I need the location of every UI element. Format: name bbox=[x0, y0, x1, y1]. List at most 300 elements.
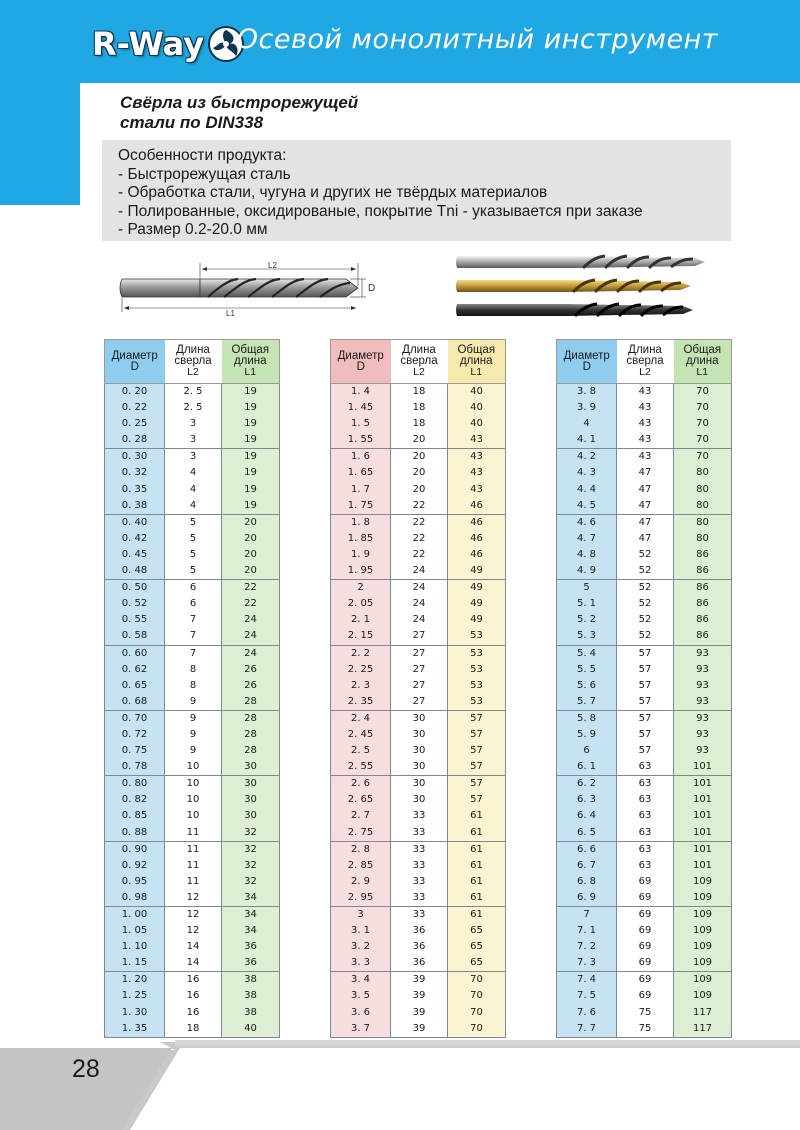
feature-item: - Полированные, оксидированые, покрытие Tni - указывается при заказе bbox=[118, 202, 643, 220]
table-row bbox=[557, 792, 732, 808]
cell-diameter: 3. 9 bbox=[557, 400, 617, 416]
table-row bbox=[331, 776, 506, 793]
logo-text: R-Way bbox=[92, 25, 205, 63]
cell-drill-length: 57 bbox=[617, 662, 674, 678]
cell-total-length: 36 bbox=[222, 955, 280, 972]
table-row bbox=[331, 400, 506, 416]
features-heading: Особенности продукта: bbox=[118, 147, 287, 164]
cell-drill-length: 30 bbox=[391, 759, 448, 776]
cell-total-length: 101 bbox=[674, 792, 732, 808]
cell-drill-length: 14 bbox=[165, 955, 222, 972]
table-row bbox=[105, 939, 280, 955]
table-row bbox=[557, 416, 732, 432]
cell-drill-length: 8 bbox=[165, 678, 222, 694]
cell-drill-length: 9 bbox=[165, 710, 222, 727]
cell-diameter: 6. 3 bbox=[557, 792, 617, 808]
header-total-length: Общая длина L1 bbox=[674, 340, 732, 384]
cell-diameter: 0. 78 bbox=[105, 759, 165, 776]
cell-drill-length: 47 bbox=[617, 514, 674, 531]
cell-drill-length: 7 bbox=[165, 612, 222, 628]
cell-total-length: 19 bbox=[222, 416, 280, 432]
cell-diameter: 2. 5 bbox=[331, 743, 391, 759]
cell-drill-length: 30 bbox=[391, 710, 448, 727]
table-row bbox=[331, 432, 506, 449]
table-row bbox=[105, 759, 280, 776]
cell-total-length: 80 bbox=[674, 514, 732, 531]
table-row bbox=[105, 890, 280, 907]
cell-diameter: 1. 30 bbox=[105, 1005, 165, 1021]
cell-drill-length: 20 bbox=[391, 432, 448, 449]
cell-drill-length: 57 bbox=[617, 727, 674, 743]
diagram-label-l1: L1 bbox=[226, 309, 235, 318]
cell-total-length: 109 bbox=[674, 939, 732, 955]
cell-diameter: 0. 58 bbox=[105, 628, 165, 645]
cell-total-length: 86 bbox=[674, 596, 732, 612]
cell-drill-length: 39 bbox=[391, 988, 448, 1004]
cell-total-length: 19 bbox=[222, 432, 280, 449]
cell-drill-length: 9 bbox=[165, 727, 222, 743]
table-row bbox=[331, 759, 506, 776]
cell-drill-length: 30 bbox=[391, 743, 448, 759]
cell-diameter: 1. 6 bbox=[331, 449, 391, 466]
table-row bbox=[557, 596, 732, 612]
table-row bbox=[105, 1005, 280, 1021]
table-row bbox=[105, 547, 280, 563]
table-row bbox=[557, 858, 732, 874]
cell-diameter: 2. 05 bbox=[331, 596, 391, 612]
table-row bbox=[105, 678, 280, 694]
table-row bbox=[331, 563, 506, 580]
cell-total-length: 109 bbox=[674, 907, 732, 924]
cell-total-length: 32 bbox=[222, 825, 280, 842]
cell-diameter: 0. 20 bbox=[105, 384, 165, 401]
cell-total-length: 40 bbox=[448, 384, 506, 401]
cell-drill-length: 14 bbox=[165, 939, 222, 955]
cell-diameter: 2. 85 bbox=[331, 858, 391, 874]
cell-drill-length: 27 bbox=[391, 645, 448, 662]
cell-diameter: 4. 3 bbox=[557, 465, 617, 481]
table-row bbox=[557, 547, 732, 563]
table-row bbox=[557, 907, 732, 924]
cell-diameter: 0. 55 bbox=[105, 612, 165, 628]
cell-total-length: 28 bbox=[222, 743, 280, 759]
cell-drill-length: 69 bbox=[617, 988, 674, 1004]
table-row bbox=[331, 907, 506, 924]
cell-drill-length: 18 bbox=[391, 400, 448, 416]
cell-diameter: 6. 8 bbox=[557, 874, 617, 890]
cell-diameter: 1. 35 bbox=[105, 1021, 165, 1038]
cell-total-length: 24 bbox=[222, 612, 280, 628]
cell-total-length: 20 bbox=[222, 514, 280, 531]
table-row bbox=[105, 841, 280, 858]
cell-total-length: 70 bbox=[674, 384, 732, 401]
cell-drill-length: 24 bbox=[391, 580, 448, 597]
cell-diameter: 0. 50 bbox=[105, 580, 165, 597]
cell-drill-length: 11 bbox=[165, 825, 222, 842]
table-row bbox=[557, 662, 732, 678]
cell-total-length: 80 bbox=[674, 465, 732, 481]
cell-drill-length: 24 bbox=[391, 563, 448, 580]
table-row bbox=[105, 514, 280, 531]
table-row bbox=[557, 498, 732, 515]
header-diameter: Диаметр D bbox=[331, 340, 391, 384]
cell-drill-length: 52 bbox=[617, 580, 674, 597]
cell-total-length: 61 bbox=[448, 808, 506, 824]
table-row bbox=[557, 612, 732, 628]
cell-total-length: 19 bbox=[222, 498, 280, 515]
cell-diameter: 3. 5 bbox=[331, 988, 391, 1004]
drill-dimension-diagram bbox=[118, 258, 390, 318]
size-table-1 bbox=[104, 339, 280, 1038]
table-row bbox=[331, 874, 506, 890]
cell-diameter: 0. 25 bbox=[105, 416, 165, 432]
header-drill-length: Длина сверла L2 bbox=[391, 340, 448, 384]
table-row bbox=[557, 776, 732, 793]
table-row bbox=[105, 563, 280, 580]
cell-total-length: 93 bbox=[674, 694, 732, 711]
cell-total-length: 43 bbox=[448, 449, 506, 466]
table-row bbox=[331, 596, 506, 612]
cell-total-length: 26 bbox=[222, 678, 280, 694]
features-box bbox=[102, 140, 731, 241]
cell-diameter: 2. 4 bbox=[331, 710, 391, 727]
table-row bbox=[557, 874, 732, 890]
cell-drill-length: 4 bbox=[165, 482, 222, 498]
cell-total-length: 93 bbox=[674, 710, 732, 727]
table-row bbox=[557, 465, 732, 481]
cell-drill-length: 69 bbox=[617, 874, 674, 890]
cell-total-length: 101 bbox=[674, 808, 732, 824]
cell-total-length: 19 bbox=[222, 400, 280, 416]
diagram-label-d: D bbox=[368, 283, 376, 294]
cell-drill-length: 24 bbox=[391, 612, 448, 628]
table-row bbox=[557, 1021, 732, 1038]
size-table-3 bbox=[556, 339, 732, 1038]
cell-total-length: 24 bbox=[222, 645, 280, 662]
cell-drill-length: 10 bbox=[165, 759, 222, 776]
cell-diameter: 0. 38 bbox=[105, 498, 165, 515]
cell-drill-length: 4 bbox=[165, 465, 222, 481]
cell-total-length: 70 bbox=[448, 988, 506, 1004]
table-row bbox=[557, 988, 732, 1004]
cell-diameter: 0. 52 bbox=[105, 596, 165, 612]
cell-total-length: 28 bbox=[222, 694, 280, 711]
cell-diameter: 2. 2 bbox=[331, 645, 391, 662]
cell-total-length: 49 bbox=[448, 580, 506, 597]
cell-drill-length: 63 bbox=[617, 858, 674, 874]
cell-total-length: 80 bbox=[674, 482, 732, 498]
cell-total-length: 101 bbox=[674, 759, 732, 776]
cell-drill-length: 12 bbox=[165, 923, 222, 939]
cell-diameter: 7. 2 bbox=[557, 939, 617, 955]
table-row bbox=[105, 645, 280, 662]
cell-diameter: 7. 6 bbox=[557, 1005, 617, 1021]
cell-drill-length: 57 bbox=[617, 678, 674, 694]
cell-drill-length: 24 bbox=[391, 596, 448, 612]
cell-drill-length: 18 bbox=[391, 384, 448, 401]
cell-diameter: 5. 6 bbox=[557, 678, 617, 694]
table-row bbox=[105, 662, 280, 678]
cell-diameter: 5. 5 bbox=[557, 662, 617, 678]
cell-diameter: 1. 7 bbox=[331, 482, 391, 498]
cell-diameter: 1. 55 bbox=[331, 432, 391, 449]
table-row bbox=[557, 400, 732, 416]
cell-drill-length: 33 bbox=[391, 907, 448, 924]
cell-diameter: 5 bbox=[557, 580, 617, 597]
cell-total-length: 61 bbox=[448, 874, 506, 890]
header-diameter: Диаметр D bbox=[105, 340, 165, 384]
table-row bbox=[331, 514, 506, 531]
table-row bbox=[331, 662, 506, 678]
table-row bbox=[331, 841, 506, 858]
cell-total-length: 43 bbox=[448, 482, 506, 498]
cell-diameter: 0. 65 bbox=[105, 678, 165, 694]
cell-diameter: 4. 2 bbox=[557, 449, 617, 466]
cell-drill-length: 33 bbox=[391, 808, 448, 824]
cell-diameter: 3. 6 bbox=[331, 1005, 391, 1021]
cell-drill-length: 7 bbox=[165, 645, 222, 662]
table-row bbox=[105, 400, 280, 416]
cell-total-length: 19 bbox=[222, 465, 280, 481]
table-row bbox=[557, 694, 732, 711]
cell-diameter: 7. 1 bbox=[557, 923, 617, 939]
table-row bbox=[331, 645, 506, 662]
cell-drill-length: 5 bbox=[165, 531, 222, 547]
cell-total-length: 43 bbox=[448, 465, 506, 481]
cell-drill-length: 47 bbox=[617, 482, 674, 498]
cell-diameter: 3. 3 bbox=[331, 955, 391, 972]
table-row bbox=[557, 743, 732, 759]
cell-drill-length: 63 bbox=[617, 808, 674, 824]
cell-drill-length: 63 bbox=[617, 841, 674, 858]
cell-total-length: 38 bbox=[222, 988, 280, 1004]
cell-drill-length: 30 bbox=[391, 776, 448, 793]
table-row bbox=[105, 694, 280, 711]
cell-diameter: 2. 45 bbox=[331, 727, 391, 743]
table-row bbox=[557, 972, 732, 989]
cell-drill-length: 43 bbox=[617, 384, 674, 401]
cell-diameter: 3 bbox=[331, 907, 391, 924]
cell-drill-length: 16 bbox=[165, 1005, 222, 1021]
cell-diameter: 2. 65 bbox=[331, 792, 391, 808]
table-row bbox=[331, 890, 506, 907]
cell-diameter: 2 bbox=[331, 580, 391, 597]
cell-total-length: 70 bbox=[674, 416, 732, 432]
cell-total-length: 19 bbox=[222, 482, 280, 498]
cell-diameter: 5. 2 bbox=[557, 612, 617, 628]
cell-total-length: 34 bbox=[222, 907, 280, 924]
cell-diameter: 0. 30 bbox=[105, 449, 165, 466]
table-row bbox=[105, 955, 280, 972]
cell-drill-length: 5 bbox=[165, 563, 222, 580]
cell-total-length: 109 bbox=[674, 874, 732, 890]
cell-diameter: 1. 20 bbox=[105, 972, 165, 989]
cell-total-length: 43 bbox=[448, 432, 506, 449]
cell-total-length: 93 bbox=[674, 743, 732, 759]
cell-diameter: 1. 00 bbox=[105, 907, 165, 924]
cell-drill-length: 69 bbox=[617, 955, 674, 972]
table-row bbox=[331, 1005, 506, 1021]
cell-total-length: 22 bbox=[222, 596, 280, 612]
cell-diameter: 1. 25 bbox=[105, 988, 165, 1004]
table-row bbox=[105, 432, 280, 449]
cell-diameter: 2. 55 bbox=[331, 759, 391, 776]
cell-drill-length: 52 bbox=[617, 563, 674, 580]
table-row bbox=[105, 1021, 280, 1038]
table-row bbox=[557, 923, 732, 939]
cell-total-length: 93 bbox=[674, 662, 732, 678]
table-row bbox=[331, 955, 506, 972]
document-title-line2: стали по DIN338 bbox=[120, 113, 264, 132]
feature-item: - Обработка стали, чугуна и других не твёрдых материалов bbox=[118, 184, 548, 202]
cell-total-length: 70 bbox=[674, 432, 732, 449]
cell-drill-length: 63 bbox=[617, 759, 674, 776]
table-row bbox=[557, 678, 732, 694]
cell-drill-length: 69 bbox=[617, 923, 674, 939]
table-row bbox=[557, 955, 732, 972]
table-row bbox=[105, 776, 280, 793]
cell-drill-length: 20 bbox=[391, 482, 448, 498]
cell-diameter: 0. 32 bbox=[105, 465, 165, 481]
table-row bbox=[105, 628, 280, 645]
table-row bbox=[105, 416, 280, 432]
table-row bbox=[105, 710, 280, 727]
cell-diameter: 1. 9 bbox=[331, 547, 391, 563]
table-row bbox=[557, 710, 732, 727]
table-row bbox=[105, 808, 280, 824]
cell-drill-length: 11 bbox=[165, 874, 222, 890]
cell-diameter: 6. 7 bbox=[557, 858, 617, 874]
cell-diameter: 2. 15 bbox=[331, 628, 391, 645]
cell-drill-length: 47 bbox=[617, 531, 674, 547]
cell-diameter: 0. 98 bbox=[105, 890, 165, 907]
table-row bbox=[331, 923, 506, 939]
cell-diameter: 2. 35 bbox=[331, 694, 391, 711]
cell-drill-length: 30 bbox=[391, 727, 448, 743]
cell-drill-length: 11 bbox=[165, 858, 222, 874]
table-row bbox=[331, 416, 506, 432]
cell-drill-length: 47 bbox=[617, 465, 674, 481]
table-row bbox=[105, 449, 280, 466]
cell-total-length: 101 bbox=[674, 776, 732, 793]
table-row bbox=[557, 808, 732, 824]
cell-total-length: 30 bbox=[222, 776, 280, 793]
table-row bbox=[331, 825, 506, 842]
cell-diameter: 4. 5 bbox=[557, 498, 617, 515]
table-row bbox=[331, 482, 506, 498]
cell-total-length: 80 bbox=[674, 531, 732, 547]
cell-diameter: 7. 7 bbox=[557, 1021, 617, 1038]
cell-total-length: 70 bbox=[448, 972, 506, 989]
cell-diameter: 4. 8 bbox=[557, 547, 617, 563]
table-row bbox=[331, 710, 506, 727]
table-row bbox=[557, 563, 732, 580]
cell-diameter: 0. 88 bbox=[105, 825, 165, 842]
cell-drill-length: 10 bbox=[165, 792, 222, 808]
cell-total-length: 70 bbox=[674, 449, 732, 466]
drills-photo bbox=[455, 248, 710, 326]
table-row bbox=[557, 384, 732, 401]
cell-diameter: 0. 95 bbox=[105, 874, 165, 890]
header-drill-length: Длина сверла L2 bbox=[617, 340, 674, 384]
cell-diameter: 0. 40 bbox=[105, 514, 165, 531]
header-title: Осевой монолитный инструмент bbox=[236, 24, 718, 55]
cell-drill-length: 36 bbox=[391, 955, 448, 972]
cell-drill-length: 7 bbox=[165, 628, 222, 645]
cell-drill-length: 27 bbox=[391, 694, 448, 711]
table-row bbox=[331, 988, 506, 1004]
cell-diameter: 5. 7 bbox=[557, 694, 617, 711]
cell-diameter: 1. 85 bbox=[331, 531, 391, 547]
table-row bbox=[331, 465, 506, 481]
cell-total-length: 53 bbox=[448, 628, 506, 645]
table-row bbox=[105, 923, 280, 939]
table-row bbox=[105, 743, 280, 759]
cell-drill-length: 2. 5 bbox=[165, 400, 222, 416]
cell-diameter: 1. 10 bbox=[105, 939, 165, 955]
table-row bbox=[557, 482, 732, 498]
cell-drill-length: 16 bbox=[165, 972, 222, 989]
cell-total-length: 32 bbox=[222, 858, 280, 874]
cell-drill-length: 27 bbox=[391, 628, 448, 645]
cell-diameter: 0. 80 bbox=[105, 776, 165, 793]
cell-total-length: 57 bbox=[448, 759, 506, 776]
cell-diameter: 0. 60 bbox=[105, 645, 165, 662]
table-row bbox=[557, 1005, 732, 1021]
cell-total-length: 30 bbox=[222, 792, 280, 808]
cell-diameter: 6. 2 bbox=[557, 776, 617, 793]
table-row bbox=[557, 645, 732, 662]
cell-diameter: 1. 65 bbox=[331, 465, 391, 481]
cell-diameter: 0. 48 bbox=[105, 563, 165, 580]
table-row bbox=[557, 432, 732, 449]
table-row bbox=[105, 596, 280, 612]
cell-drill-length: 39 bbox=[391, 1021, 448, 1038]
table-row bbox=[331, 547, 506, 563]
table-row bbox=[331, 694, 506, 711]
cell-total-length: 34 bbox=[222, 890, 280, 907]
cell-total-length: 117 bbox=[674, 1021, 732, 1038]
cell-total-length: 36 bbox=[222, 939, 280, 955]
cell-diameter: 5. 1 bbox=[557, 596, 617, 612]
table-row bbox=[331, 531, 506, 547]
cell-diameter: 1. 5 bbox=[331, 416, 391, 432]
cell-total-length: 57 bbox=[448, 776, 506, 793]
drill-silver bbox=[456, 256, 705, 268]
cell-total-length: 109 bbox=[674, 955, 732, 972]
table-row bbox=[557, 727, 732, 743]
feature-item: - Размер 0.2-20.0 мм bbox=[118, 221, 268, 239]
table-row bbox=[557, 514, 732, 531]
table-row bbox=[557, 628, 732, 645]
document-title-line1: Свёрла из быстрорежущей bbox=[120, 93, 359, 112]
cell-diameter: 4 bbox=[557, 416, 617, 432]
cell-drill-length: 43 bbox=[617, 400, 674, 416]
table-row bbox=[331, 580, 506, 597]
cell-diameter: 4. 6 bbox=[557, 514, 617, 531]
cell-drill-length: 18 bbox=[165, 1021, 222, 1038]
table-row bbox=[105, 498, 280, 515]
cell-total-length: 26 bbox=[222, 662, 280, 678]
cell-total-length: 109 bbox=[674, 972, 732, 989]
cell-total-length: 86 bbox=[674, 628, 732, 645]
cell-drill-length: 33 bbox=[391, 841, 448, 858]
cell-drill-length: 6 bbox=[165, 580, 222, 597]
cell-drill-length: 33 bbox=[391, 858, 448, 874]
cell-diameter: 4. 1 bbox=[557, 432, 617, 449]
cell-total-length: 101 bbox=[674, 825, 732, 842]
table-row bbox=[557, 841, 732, 858]
